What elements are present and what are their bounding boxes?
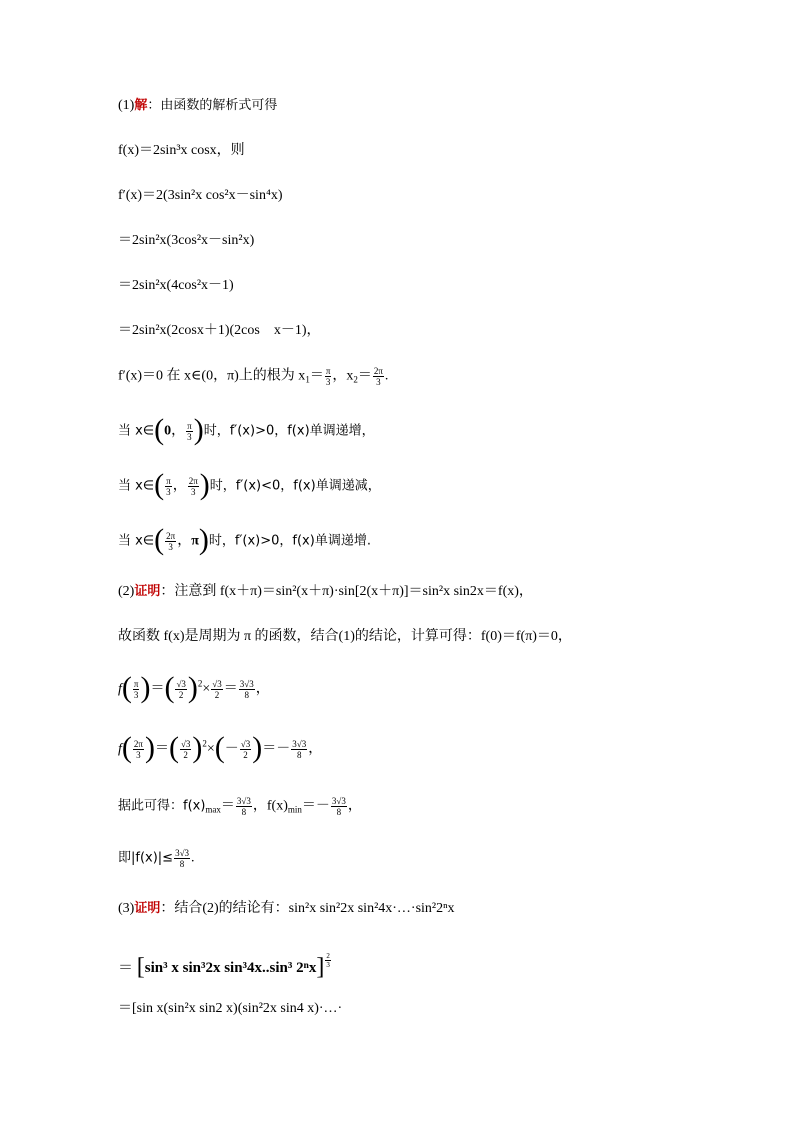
proof-keyword: 证明 [134,584,161,599]
fraction-2pi-3: $\frac{2\pi}{3}$ [373,366,383,387]
expansion-line: ＝[sin x(sin²x sin2 x)(sin²2x sin4 x)·…· [118,1001,343,1016]
part3-heading: (3)证明：结合(2)的结论有：sin²x sin²2x sin²4x·…·sin²2ⁿx [118,901,455,916]
bracket-expression: ＝ [sin³ x sin³2x sin³4x..sin³ 2ⁿx] $\frac{2}{3}$ [118,952,330,980]
roots-line: f′(x)＝0 在 x∈(0，π)上的根为 $x_1=$ $\frac{\pi}{3}$ ，$x_2=$ $\frac{2\pi}{3}$ . [118,366,389,387]
derivative-step-3: ＝2sin²x(4cos²x－1) [118,278,234,293]
case-2: 当 x∈( $\frac{\pi}{3}$ ， $\frac{2\pi}{3}$ )时，f′(x)<0，f(x)单调递减， [118,467,381,501]
period-line: 故函数 f(x)是周期为 π 的函数，结合(1)的结论，计算可得：f(0)＝f(π)＝0， [118,629,572,644]
value-at-pi-3: f( $\frac{\pi}{3}$ )＝( $\frac{√3}{2}$ )$^2$× $\frac{√3}{2}$ ＝ $\frac{3√3}{8}$ ， [118,670,270,704]
part2-heading: (2)证明：注意到 f(x＋π)＝sin²(x＋π)·sin[2(x＋π)]＝sin²x sin2x＝f(x)， [118,584,533,599]
fraction-pi-3: $\frac{\pi}{3}$ [325,366,331,387]
derivative-step-1: f′(x)＝2(3sin²x cos²x－sin⁴x) [118,188,283,203]
absolute-bound-line: 即|f(x)|≤ $\frac{3√3}{8}$ . [118,848,195,869]
derivative-step-2: ＝2sin²x(3cos²x－sin²x) [118,233,255,248]
solution-keyword: 解 [134,98,148,113]
case-1: 当 x∈(0， $\frac{\pi}{3}$ )时，f′(x)>0，f(x)单调递增， [118,412,375,446]
derivative-step-4: ＝2sin²x(2cosx＋1)(2cos x－1)， [118,323,321,338]
part1-heading: (1)解：由函数的解析式可得 [118,98,278,113]
function-definition: f(x)＝2sin³x cosx，则 [118,143,245,158]
value-at-2pi-3: f( $\frac{2\pi}{3}$ )＝( $\frac{√3}{2}$ )$^2$×(－ $\frac{√3}{2}$ )＝－ $\frac{3√3}{8}$ ， [118,730,323,764]
max-min-line: 据此可得：$f(x)_{max}=$ $\frac{3√3}{8}$ ，$f(x)_{min}=-$ $\frac{3√3}{8}$ ， [118,796,362,817]
case-3: 当 x∈( $\frac{2\pi}{3}$ ，π)时，f′(x)>0，f(x)单调递增. [118,522,371,556]
proof-keyword-3: 证明 [134,901,161,916]
